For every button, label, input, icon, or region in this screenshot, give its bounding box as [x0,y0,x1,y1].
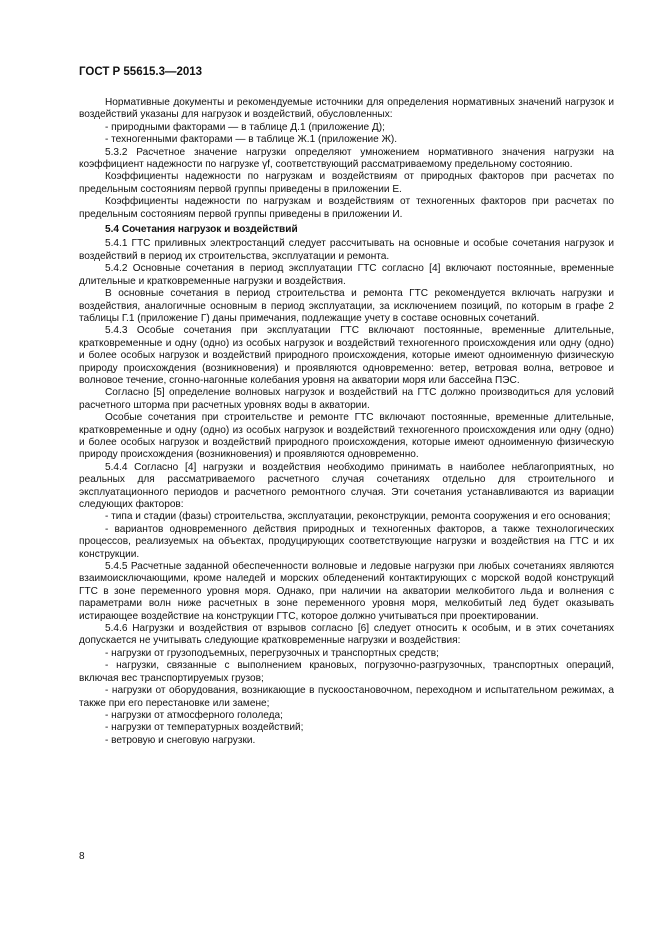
paragraph: 5.4.2 Основные сочетания в период эксплуатации ГТС согласно [4] включают постоянные, временные длительные и кратковременные нагрузки и воздействия. [79,263,614,287]
paragraph: Нормативные документы и рекомендуемые источники для определения нормативных значений нагрузок и воздействий указаны для нагрузок и воздействий, обусловленных: [79,97,614,121]
document-body [79,97,614,747]
list-item: - ветровую и снеговую нагрузки. [105,734,256,746]
list-item: - типа и стадии (фазы) строительства, эксплуатации, реконструкции, ремонта сооружения и его основания; [105,511,611,523]
paragraph: Согласно [5] определение волновых нагрузок и воздействий на ГТС должно производиться для условий расчетного шторма при расчетных уровнях воды в акватории. [79,387,614,411]
paragraph: 5.4.4 Согласно [4] нагрузки и воздействия необходимо принимать в наиболее неблагоприятных, но реальных для рассматриваемого расчетного случая сочетаниях отдельно для строительного и эксплуатационного периодов и расчетного ремонтного случая. Эти сочетания устанавливаются из вариации следующих факторов: [79,461,614,510]
list-item: - нагрузки от оборудования, возникающие в пускоостановочном, переходном и испытательном режимах, а также при его перестановке или замене; [79,685,614,709]
paragraph: 5.4.3 Особые сочетания при эксплуатации ГТС включают постоянные, временные длительные, кратковременные и одну (одно) из особых нагрузок и воздействий техногенного происхождения или одну (одно) и более особых нагрузок и воздействий природного происхождения, которые имеют одноименную физическую природу происхождения (возникновения) и проявляются одновременно: ветер, ветровая волна, ветровое и волновое течение, сгонно-нагонные колебания уровня на акватории моря или бассейна ПЭС. [79,325,614,386]
page-header: ГОСТ Р 55615.3—2013 [79,66,203,78]
paragraph: 5.4.6 Нагрузки и воздействия от взрывов согласно [6] следует относить к особым, и в этих сочетаниях допускается не учитывать следующие кратковременные нагрузки и воздействия: [79,623,614,647]
paragraph: Особые сочетания при строительстве и ремонте ГТС включают постоянные, временные длительные, кратковременные и одну (одно) из особых нагрузок и воздействий техногенного происхождения или одну (одно) и более особых нагрузок и воздействий природного происхождения, которые имеют одноименную физическую природу происхождения (возникновения) и проявляются одновременно. [79,412,614,461]
paragraph: Коэффициенты надежности по нагрузкам и воздействиям от техногенных факторов при расчетах по предельным состояниям первой группы приведены в приложении И. [79,196,614,220]
list-item: - природными факторами — в таблице Д.1 (приложение Д); [105,121,385,133]
page-number: 8 [79,851,85,862]
paragraph: Коэффициенты надежности по нагрузкам и воздействиям от природных факторов при расчетах по предельным состояниям первой группы приведены в приложении Е. [79,171,614,195]
list-item: - вариантов одновременного действия природных и техногенных факторов, а также технологических процессов, реализуемых на объектах, продуцирующих соответствующие нагрузки и воздействия на ГТС и их конструкции. [79,523,614,560]
paragraph: 5.3.2 Расчетное значение нагрузки определяют умножением нормативного значения нагрузки на коэффициент надежности по нагрузке γf, соответствующий рассматриваемому предельному состоянию. [79,146,614,171]
paragraph: В основные сочетания в период строительства и ремонта ГТС рекомендуется включать нагрузки и воздействия, аналогичные основным в период эксплуатации, за исключением позиций, по которым в графе 2 таблицы Г.1 (приложение Г) даны примечания, подлежащие учету в составе основных сочетаний. [79,288,614,324]
paragraph: 5.4.1 ГТС приливных электростанций следует рассчитывать на основные и особые сочетания нагрузок и воздействий в период их строительства, эксплуатации и ремонта. [79,238,614,262]
list-item: - нагрузки от атмосферного гололеда; [105,709,283,721]
list-item: - нагрузки, связанные с выполнением крановых, погрузочно-разгрузочных, транспортных операций, включая вес транспортируемых грузов; [79,660,614,684]
list-item: - нагрузки от грузоподъемных, перегрузочных и транспортных средств; [105,647,439,659]
section-heading: 5.4 Сочетания нагрузок и воздействий [105,224,298,236]
paragraph: 5.4.5 Расчетные заданной обеспеченности волновые и ледовые нагрузки при любых сочетаниях являются взаимоисключающими, кроме наледей и морских обледенений контактирующих с морской водой конструкций ГТС в зоне переменного уровня моря. Однако, при наличии на акватории мелкобитого льда и волнения с параметрами волн ниже расчетных в зоне переменного уровня моря, мелкобитый лед будет оказывать истирающее воздействие на конструкции ГТС, которое должно учитываться при проектировании. [79,561,614,622]
list-item: - нагрузки от температурных воздействий; [105,722,304,734]
list-item: - техногенными факторами — в таблице Ж.1 (приложение Ж). [105,134,398,146]
